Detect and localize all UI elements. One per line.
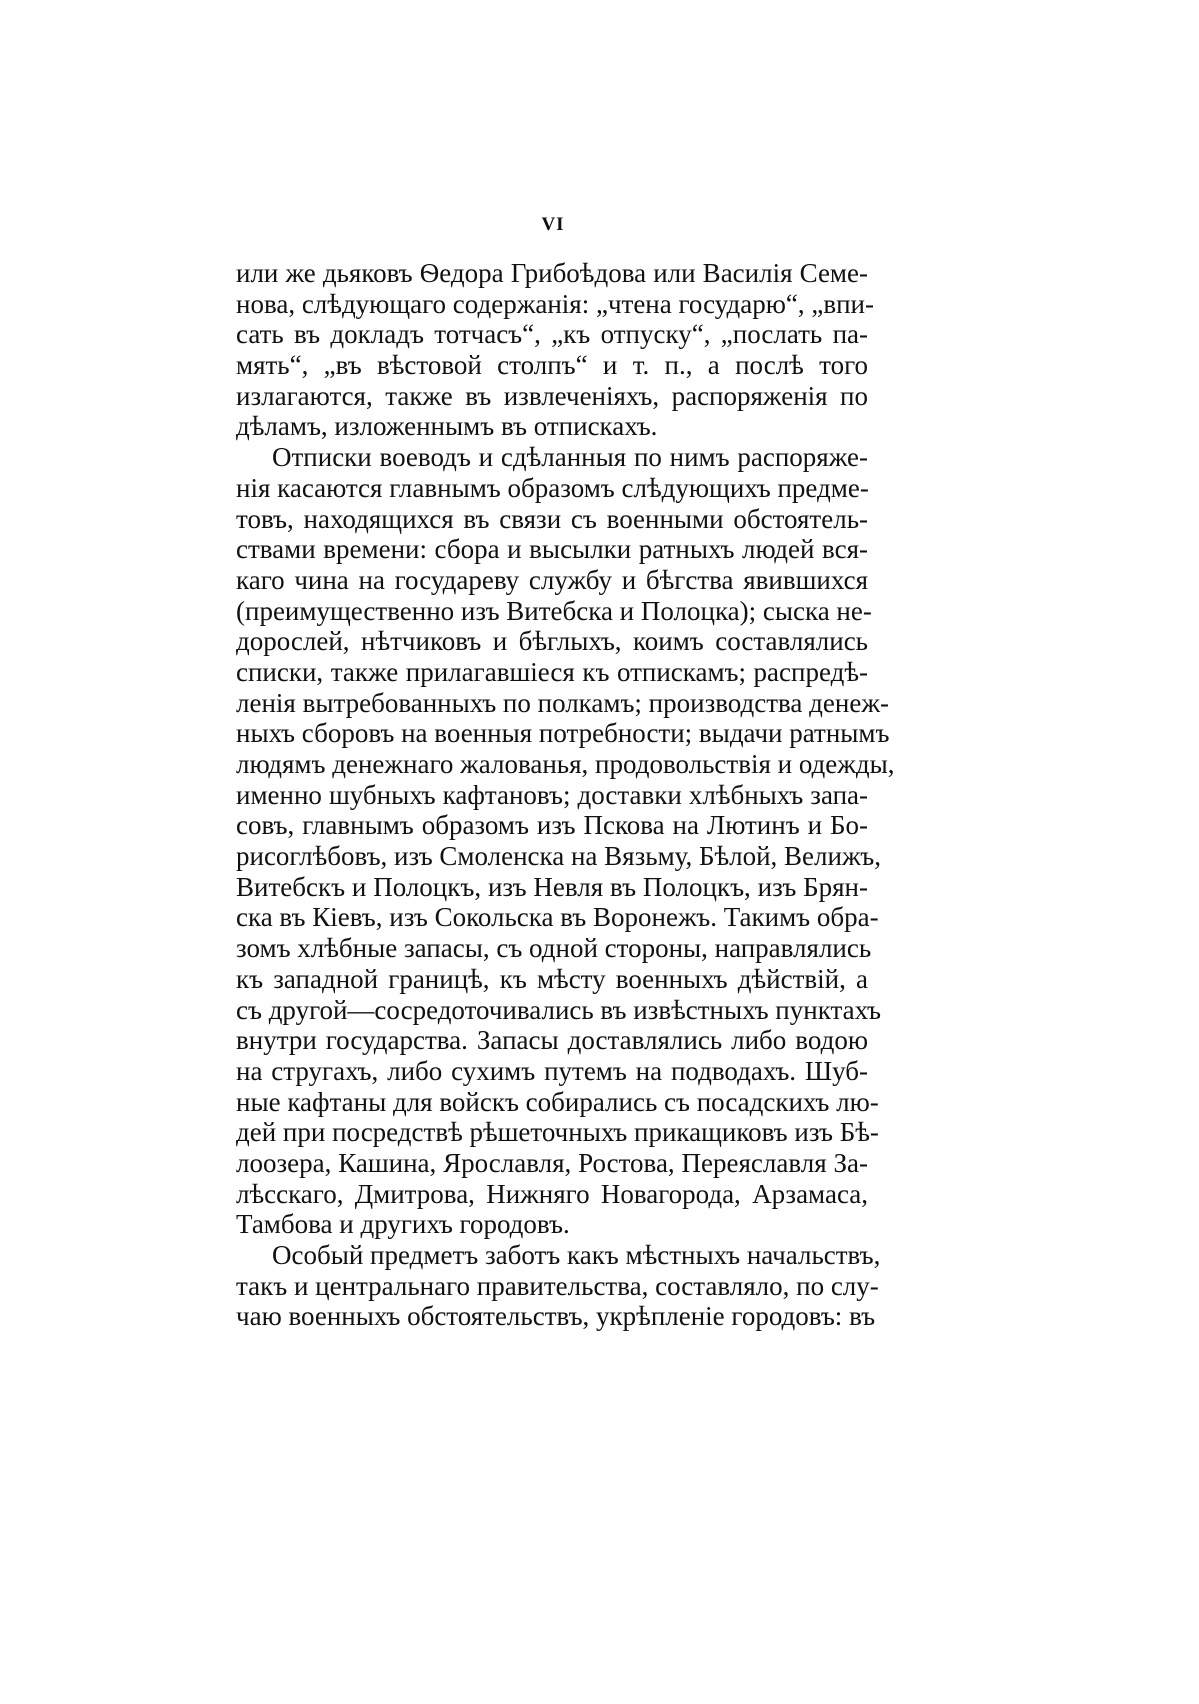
text-line: дей при посредствѣ рѣшеточныхъ прикащиковъ изъ Бѣ- <box>236 1117 879 1148</box>
text-line: людямъ денежнаго жалованья, продовольствія и одежды, <box>236 749 895 779</box>
text-line: зомъ хлѣбные запасы, съ одной стороны, направлялись <box>236 933 872 964</box>
text-line: ные кафтаны для войскъ собирались съ посадскихъ лю- <box>236 1086 879 1117</box>
text-line: къ западной границѣ, къ мѣсту военныхъ дѣйствій, а <box>236 963 868 994</box>
text-line: именно шубныхъ кафтановъ; доставки хлѣбныхъ запа- <box>236 779 868 810</box>
body-text <box>236 258 895 1332</box>
text-line: или же дьяковъ Ѳедора Грибоѣдова или Василія Семе- <box>236 258 868 288</box>
text-line: рисоглѣбовъ, изъ Смоленска на Вязьму, Бѣлой, Велижъ, <box>236 841 881 872</box>
text-line: чаю военныхъ обстоятельствъ, укрѣпленіе городовъ: въ <box>236 1301 876 1332</box>
text-line: мять“, „въ вѣстовой столпъ“ и т. п., а послѣ того <box>236 350 868 381</box>
text-line: каго чина на государеву службу и бѣгства явившихся <box>236 564 868 595</box>
text-line: нова, слѣдующаго содержанія: „чтена государю“, „впи- <box>236 288 874 319</box>
text-line: списки, также прилагавшіеся къ отпискамъ; распредѣ- <box>236 656 868 687</box>
text-line: ленія вытребованныхъ по полкамъ; производства денеж- <box>236 687 889 718</box>
text-line: Витебскъ и Полоцкъ, изъ Невля въ Полоцкъ, изъ Брян- <box>236 871 868 902</box>
text-line: излагаются, также въ извлеченіяхъ, распоряженія по <box>236 380 868 411</box>
text-line: внутри государства. Запасы доставлялись либо водою <box>236 1025 868 1056</box>
text-line: дѣламъ, изложеннымъ въ отпискахъ. <box>236 411 658 442</box>
page-number: VI <box>541 214 565 235</box>
text-line: нія касаются главнымъ образомъ слѣдующихъ предме- <box>236 472 869 503</box>
text-line: дорослей, нѣтчиковъ и бѣглыхъ, коимъ составлялись <box>236 626 868 657</box>
text-line: лоозера, Кашина, Ярославля, Ростова, Переяславля За- <box>236 1147 868 1178</box>
text-line: Особый предметъ заботъ какъ мѣстныхъ начальствъ, <box>272 1240 881 1270</box>
text-line: совъ, главнымъ образомъ изъ Пскова на Лютинъ и Бо- <box>236 810 868 841</box>
text-line: сать въ докладъ тотчасъ“, „къ отпуску“, „послать па- <box>236 319 868 350</box>
text-line: Отписки воеводъ и сдѣланныя по нимъ распоряже- <box>272 442 868 473</box>
text-line: лѣсскаго, Дмитрова, Нижняго Новагорода, Арзамаса, <box>236 1178 868 1209</box>
text-line: такъ и центральнаго правительства, составляло, по слу- <box>236 1270 879 1301</box>
text-line: ныхъ сборовъ на военныя потребности; выдачи ратнымъ <box>236 718 890 749</box>
text-line: ска въ Кіевъ, изъ Сокольска въ Воронежъ. Такимъ обра- <box>236 902 879 933</box>
text-line: товъ, находящихся въ связи съ военными обстоятель- <box>236 503 868 534</box>
text-line: Тамбова и другихъ городовъ. <box>236 1209 570 1240</box>
text-line: (преимущественно изъ Витебска и Полоцка); сыска не- <box>236 595 872 626</box>
text-line: на стругахъ, либо сухимъ путемъ на подводахъ. Шуб- <box>236 1055 868 1086</box>
text-line: ствами времени: сбора и высылки ратныхъ людей вся- <box>236 534 868 565</box>
text-line: съ другой—сосредоточивались въ извѣстныхъ пунктахъ <box>236 994 882 1025</box>
